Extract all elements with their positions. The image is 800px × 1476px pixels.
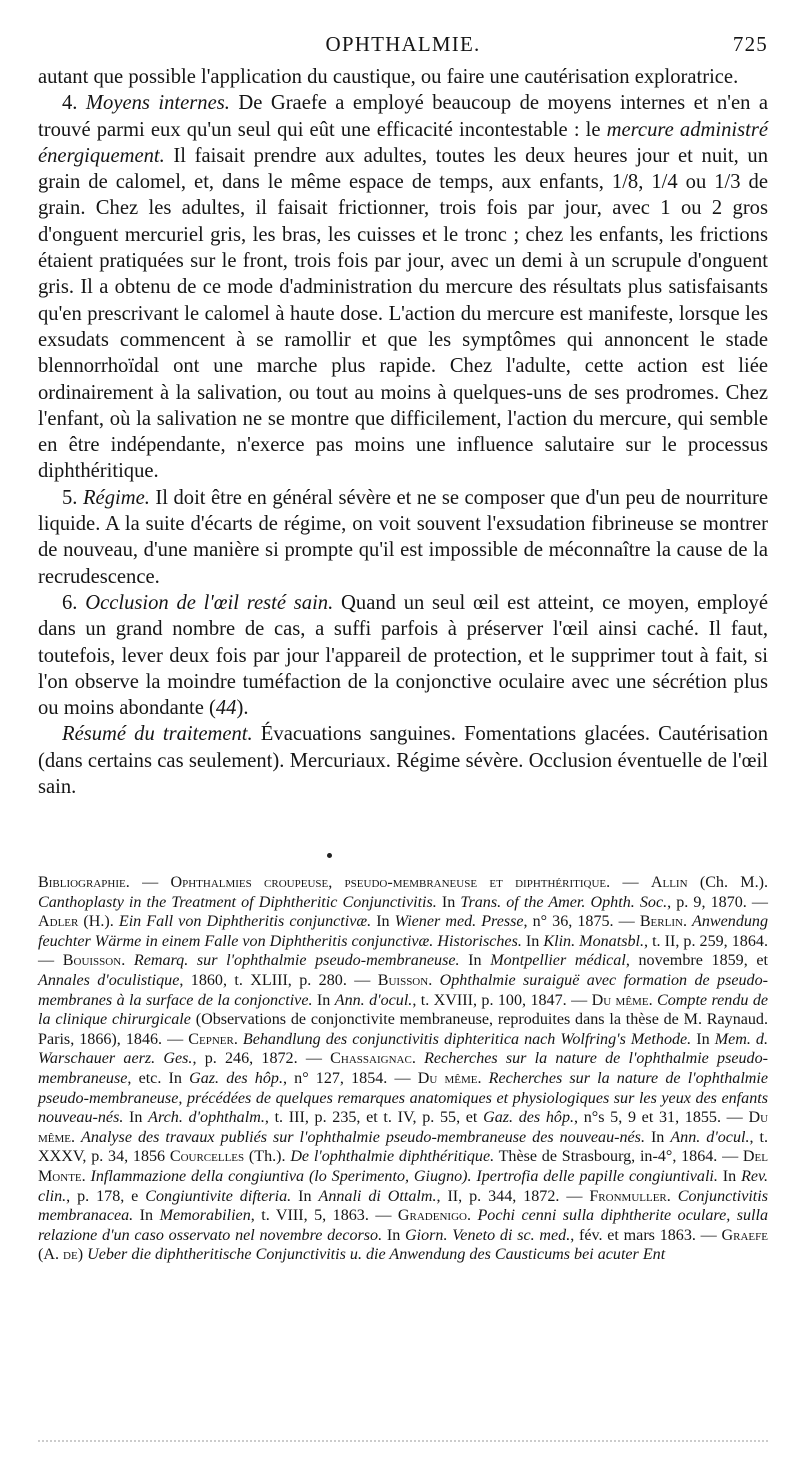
biblio-text: . <box>411 1050 425 1068</box>
section-heading: Moyens internes. <box>85 92 230 115</box>
biblio-title: Behandlung des conjunctivitis diphteritica nach Wolfring's Methode. <box>242 1030 692 1048</box>
biblio-text: . <box>71 1128 82 1146</box>
biblio-text: (A. <box>38 1246 64 1264</box>
biblio-text: , novembre 1859, et <box>625 952 769 970</box>
running-header <box>38 32 768 60</box>
section-heading: Résumé du traitement. <box>62 723 253 746</box>
biblio-title: Canthoplasty in the Treatment of Diphtheritic Conjunctivitis. <box>38 893 437 911</box>
biblio-text: , 1860, t. XLIII, p. 280. — <box>179 971 378 989</box>
paragraph-resume <box>38 721 768 800</box>
biblio-title: De l'ophthalmie diphthéritique. <box>290 1148 495 1166</box>
biblio-title: Remarq. sur l'ophthalmie pseudo-membraneuse. <box>133 952 460 970</box>
biblio-title: Compte rendu de la clinique chirurgicale <box>38 991 769 1029</box>
biblio-author: Adler <box>38 913 79 931</box>
section-heading: Régime. <box>82 486 150 509</box>
biblio-author: Courcelles <box>169 1148 245 1166</box>
biblio-text: (Ch. M.). <box>687 874 769 891</box>
biblio-author: Du même <box>591 991 649 1009</box>
biblio-text: — <box>129 874 171 891</box>
paragraph-text: Il doit être en général sévère et ne se composer que d'un peu de nourriture liquide. A la suite d'écarts de régime, on voit souvent l'exsudation fibrineuse se montrer de nouveau, d'une manière si prompte qu'il est impossible de méconnaître la cause de la recrudescence. <box>38 486 768 588</box>
biblio-text: ) <box>77 1246 88 1264</box>
biblio-text: . <box>477 1069 489 1087</box>
biblio-text: . <box>428 971 440 989</box>
section-heading: Occlusion de l'œil resté sain. <box>85 591 334 614</box>
biblio-text: Thèse de Strasbourg, in-4°, 1864. — <box>494 1148 743 1166</box>
biblio-author: Chassaignac <box>330 1050 412 1068</box>
biblio-text: In <box>291 1187 319 1205</box>
biblio-author: Fronmuller <box>589 1187 667 1205</box>
biblio-title: Ann. d'ocul. <box>670 1128 750 1146</box>
reference-number: 44 <box>215 697 237 720</box>
biblio-text: . <box>466 1207 478 1225</box>
biblio-text: , n° 127, 1854. — <box>282 1069 418 1087</box>
biblio-text: In <box>436 893 461 911</box>
biblio-author: Du même <box>38 1109 769 1146</box>
biblio-title: Recherches sur la nature de l'ophthalmie pseudo-membraneuse <box>38 1050 769 1087</box>
biblio-title: Annales d'oculistique <box>38 971 180 989</box>
biblio-author: Cepner <box>188 1030 234 1048</box>
biblio-title: Congiuntivite difteria. <box>145 1187 292 1205</box>
biblio-author: Du même <box>417 1069 478 1087</box>
running-title: OPHTHALMIE. <box>325 32 481 56</box>
biblio-text: In <box>123 1109 149 1127</box>
biblio-author: Bouisson <box>62 952 122 970</box>
biblio-text: , t. VIII, 5, 1863. — <box>250 1207 398 1225</box>
paragraph-text: Il faisait prendre aux adultes, toutes les deux heures jour et nuit, un grain de calomel, et, dans le même espace de temps, aux enfants, 1/8, 1/4 ou 1/3 de grain. Chez les adultes, il faisait frictionner, trois fois par jour, avec 1 ou 2 gros d'onguent mercuriel gris, les bras, les cuisses et le tronc ; chez les enfants, les frictions étaient pratiquées sur le front, trois fois par jour, avec un demi à un scrupule d'onguent gris. Il a obtenu de ce mode d'administration du mercure des résultats plus satisfaisants qu'en prescrivant le calomel à haute dose. L'action du mercure est manifeste, lorsque les exsudats commencent à se ramollir et que les symptômes qui annoncent le stade blennorrhoïdal ont une marche plus rapide. Chez l'adulte, cette action est liée ordinairement à la salivation, ou tout au moins à quelques-uns de ses prodromes. Chez l'enfant, où la salivation ne se montre que difficilement, l'action du mercure, qui semble en être indépendante, n'exerce pas moins une influence salutaire sur le processus diphthéritique. <box>38 144 768 483</box>
biblio-author: Allin <box>650 874 688 891</box>
bottom-margin-rule <box>38 1440 768 1442</box>
biblio-title: Mem. d. Warschauer aerz. Ges. <box>38 1030 769 1068</box>
biblio-text: (Th.). <box>244 1148 291 1166</box>
biblio-title: Memorabilien <box>159 1207 251 1225</box>
biblio-text: , n° 36, 1875. — <box>523 913 640 931</box>
biblio-text: , t. XXXV, p. 34, 1856 <box>38 1128 768 1166</box>
biblio-title: Analyse des travaux publiés sur l'ophthalmie pseudo-membraneuse des nouveau-nés. <box>81 1128 645 1146</box>
biblio-title: Conjunctivitis membranacea. <box>38 1187 769 1225</box>
biblio-text: In <box>371 913 395 931</box>
section-number: 6. <box>62 591 78 614</box>
biblio-text: , II, p. 344, 1872. — <box>436 1187 590 1205</box>
biblio-title: Ophthalmie suraiguë avec formation de pseudo-membranes à la surface de la conjonctive. <box>38 971 769 1009</box>
section-number: 4. <box>62 92 78 115</box>
biblio-text: In <box>382 1226 406 1244</box>
biblio-title: Ein Fall von Diphtheritis conjunctivæ. <box>118 913 372 931</box>
biblio-title: Anwendung feuchter Wärme in einem Falle von Diphtheritis conjunctivæ. Historisches. <box>38 913 769 950</box>
biblio-title: Montpellier médical <box>490 952 626 970</box>
biblio-title: Recherches sur la nature de l'ophthalmie pseudo-membraneuse, précédées de quelques remarques anatomiques et physiologiques sur les yeux des enfants nouveau-nés. <box>38 1069 769 1127</box>
biblio-title: Ann. d'ocul. <box>334 991 413 1009</box>
biblio-author: Ophthalmies croupeuse, pseudo-membraneuse et diphthéritique. <box>170 874 611 891</box>
biblio-title: Arch. d'ophthalm. <box>148 1109 265 1127</box>
biblio-title: Gaz. des hôp. <box>189 1069 283 1087</box>
biblio-title: Pochi cenni sulla diphtherite oculare, sulla relazione d'un caso osservato nel novembre decorso. <box>38 1207 769 1244</box>
main-text <box>38 64 768 800</box>
biblio-text: . <box>233 1030 243 1048</box>
separator-dot <box>327 853 332 858</box>
biblio-text: (H.). <box>78 913 119 931</box>
biblio-author: Graefe <box>721 1226 768 1244</box>
biblio-text: In <box>133 1207 160 1225</box>
biblio-text: . <box>648 991 657 1009</box>
paragraph-continuation: autant que possible l'application du caustique, ou faire une cautérisation exploratrice. <box>38 66 739 88</box>
paragraph-regime <box>38 485 768 590</box>
biblio-title: Ueber die diphtheritische Conjunctivitis u. die Anwendung des Causticums bei acuter Ent <box>87 1246 666 1264</box>
biblio-text: . <box>81 1167 91 1185</box>
biblio-text: In <box>312 991 335 1009</box>
biblio-text: , p. 178, e <box>66 1187 146 1205</box>
paragraph-text: ). <box>236 697 249 720</box>
biblio-text: , t. XVIII, p. 100, 1847. — <box>412 991 592 1009</box>
biblio-title: Klin. Monatsbl. <box>543 932 644 950</box>
section-number: 5. <box>62 486 78 509</box>
biblio-text: , fév. et mars 1863. — <box>570 1226 722 1244</box>
biblio-author: Bibliographie. <box>38 874 130 891</box>
paragraph-text: Quand un seul œil est atteint, ce moyen, employé dans un grand nombre de cas, a suffi parfois à préserver l'œil ainsi caché. Il faut, toutefois, lever deux fois par jour l'appareil de protection, et le supprimer tout à fait, si l'on observe la moindre tuméfaction de la conjonctive oculaire avec une sécrétion plus ou moins abondante ( <box>38 591 768 720</box>
biblio-text: , t. II, p. 259, 1864. — <box>38 932 768 970</box>
biblio-title: Giorn. Veneto di sc. med. <box>405 1226 571 1244</box>
biblio-author: Berlin <box>639 913 683 931</box>
biblio-text: In <box>691 1030 715 1048</box>
biblio-text: , t. III, p. 235, et t. IV, p. 55, et <box>264 1109 484 1127</box>
paragraph-moyens-internes <box>38 90 768 484</box>
biblio-author: Buisson <box>377 971 429 989</box>
paragraph-text: Évacuations sanguines. Fomentations glacées. Cautérisation (dans certains cas seulement). Mercuriaux. Régime sévère. Occlusion éventuelle de l'œil sain. <box>38 723 768 799</box>
biblio-title: Inflammazione della congiuntiva (lo Sperimento, Giugno). Ipertrofia delle papille congiuntivali. <box>90 1167 718 1185</box>
biblio-title: Trans. of the Amer. Ophth. Soc. <box>460 893 668 911</box>
biblio-text: In <box>521 932 544 950</box>
biblio-text: . <box>666 1187 678 1205</box>
biblio-author: de <box>63 1246 78 1264</box>
page-number: 725 <box>732 32 768 56</box>
biblio-text: . <box>682 913 693 931</box>
paragraph-occlusion <box>38 590 768 721</box>
biblio-title: Gaz. des hôp. <box>483 1109 575 1127</box>
emphasis-text: mercure administré énergiquement. <box>38 118 768 167</box>
biblio-text: , p. 246, 1872. — <box>192 1050 331 1068</box>
biblio-title: Rev. clin. <box>38 1167 769 1205</box>
bibliography <box>38 873 768 1265</box>
biblio-text: In <box>459 952 491 970</box>
biblio-text: , etc. In <box>127 1069 190 1087</box>
biblio-text: In <box>717 1167 742 1185</box>
biblio-author: Del Monte <box>38 1148 768 1185</box>
biblio-text: . <box>121 952 134 970</box>
biblio-text: , n°s 5, 9 et 31, 1855. — <box>574 1109 749 1127</box>
biblio-title: Wiener med. Presse <box>394 913 524 931</box>
biblio-text: In <box>644 1128 671 1146</box>
biblio-title: Annali di Ottalm. <box>318 1187 437 1205</box>
biblio-text: — <box>610 874 651 891</box>
biblio-author: Gradenigo <box>397 1207 467 1225</box>
paragraph-text: De Graefe a employé beaucoup de moyens internes et n'en a trouvé parmi eux qu'un seul qui eût une efficacité incontestable : le <box>38 92 768 141</box>
biblio-text: , p. 9, 1870. — <box>667 893 769 911</box>
biblio-text: (Observations de conjonctivite membraneuse, reproduites dans la thèse de M. Raynaud. Paris, 1866), 1846. — <box>38 1011 769 1048</box>
